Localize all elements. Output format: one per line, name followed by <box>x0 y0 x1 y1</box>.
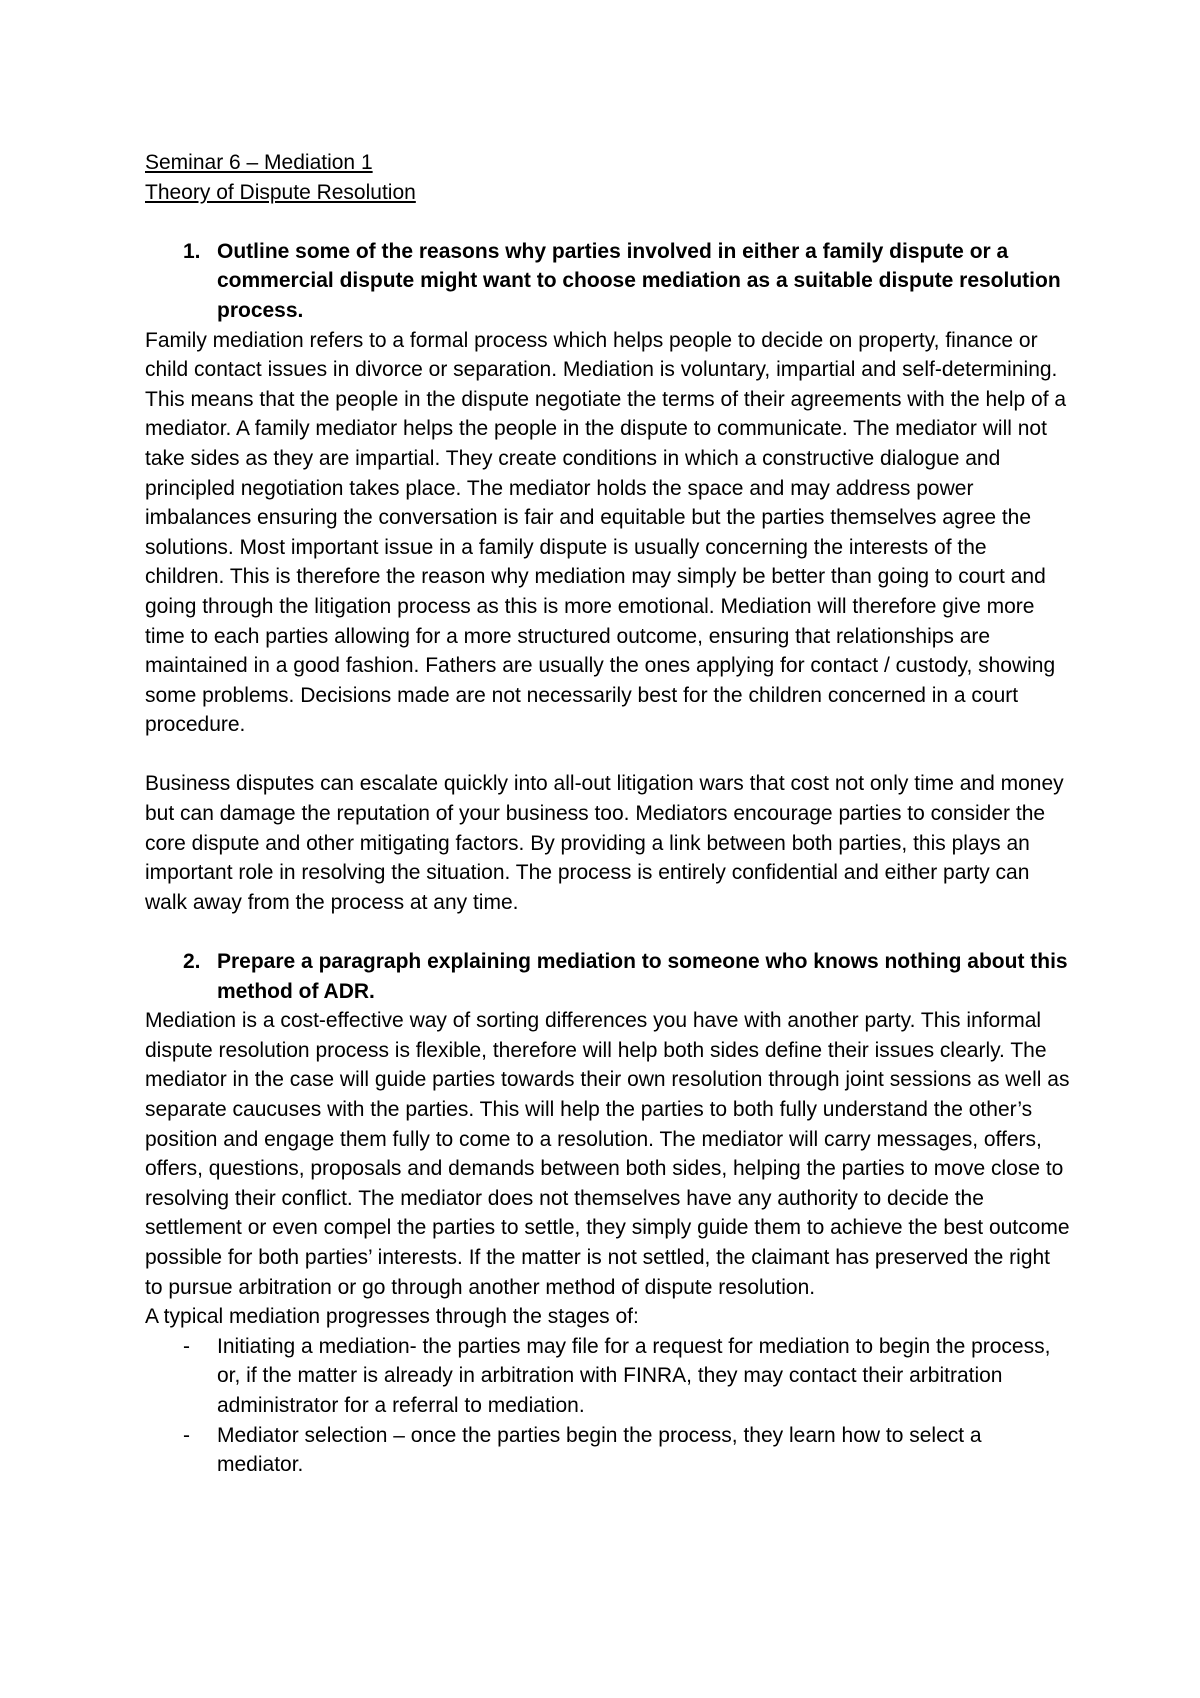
document-subtitle: Theory of Dispute Resolution <box>145 180 416 204</box>
stage-item <box>145 1332 1070 1421</box>
dash-bullet: - <box>183 1423 190 1447</box>
spacer <box>145 207 1070 237</box>
document-body <box>145 148 1070 1480</box>
stage-text: Mediator selection – once the parties begin the process, they learn how to select a mediator. <box>217 1423 982 1477</box>
spacer <box>145 917 1070 947</box>
question-text: Outline some of the reasons why parties involved in either a family dispute or a commercial dispute might want to choose mediation as a suitable dispute resolution process. <box>217 239 1061 322</box>
question-number: 1. <box>183 239 201 263</box>
document-title: Seminar 6 – Mediation 1 <box>145 151 373 174</box>
stage-text: Initiating a mediation- the parties may file for a request for mediation to begin the process, or, if the matter is already in arbitration with FINRA, they may contact their arbitration administrator for a referral to mediation. <box>217 1334 1051 1417</box>
answer-1-business-paragraph: Business disputes can escalate quickly into all-out litigation wars that cost not only time and money but can damage the reputation of your business too. Mediators encourage parties to consider the core dispute and other mitigating factors. By providing a link between both parties, this plays an important role in resolving the situation. The process is entirely confidential and either party can walk away from the process at any time. <box>145 772 1064 914</box>
spacer <box>145 740 1070 770</box>
question-number: 2. <box>183 950 201 974</box>
stages-intro: A typical mediation progresses through the stages of: <box>145 1305 639 1329</box>
dash-bullet: - <box>183 1334 190 1358</box>
question-text: Prepare a paragraph explaining mediation to someone who knows nothing about this method of ADR. <box>217 950 1068 1003</box>
question-2 <box>145 947 1070 1006</box>
answer-1-family-paragraph: Family mediation refers to a formal process which helps people to decide on property, finance or child contact issues in divorce or separation. Mediation is voluntary, impartial and self-determining. This means that the people in the dispute negotiate the terms of their agreements with the help of a mediator. A family mediator helps the people in the dispute to communicate. The mediator will not take sides as they are impartial. They create conditions in which a constructive dialogue and principled negotiation takes place. The mediator holds the space and may address power imbalances ensuring the conversation is fair and equitable but the parties themselves agree the solutions. Most important issue in a family dispute is usually concerning the interests of the children. This is therefore the reason why mediation may simply be better than going to court and going through the litigation process as this is more emotional. Mediation will therefore give more time to each parties allowing for a more structured outcome, ensuring that relationships are maintained in a good fashion. Fathers are usually the ones applying for contact / custody, showing some problems. Decisions made are not necessarily best for the children concerned in a court procedure. <box>145 328 1067 737</box>
stage-item <box>145 1421 1070 1480</box>
question-1 <box>145 237 1070 326</box>
answer-2-paragraph: Mediation is a cost-effective way of sorting differences you have with another party. This informal dispute resolution process is flexible, therefore will help both sides define their issues clearly. The mediator in the case will guide parties towards their own resolution through joint sessions as well as separate caucuses with the parties. This will help the parties to both fully understand the other’s position and engage them fully to come to a resolution. The mediator will carry messages, offers, offers, questions, proposals and demands between both sides, helping the parties to move close to resolving their conflict. The mediator does not themselves have any authority to decide the settlement or even compel the parties to settle, they simply guide them to achieve the best outcome possible for both parties’ interests. If the matter is not settled, the claimant has preserved the right to pursue arbitration or go through another method of dispute resolution. <box>145 1009 1070 1299</box>
